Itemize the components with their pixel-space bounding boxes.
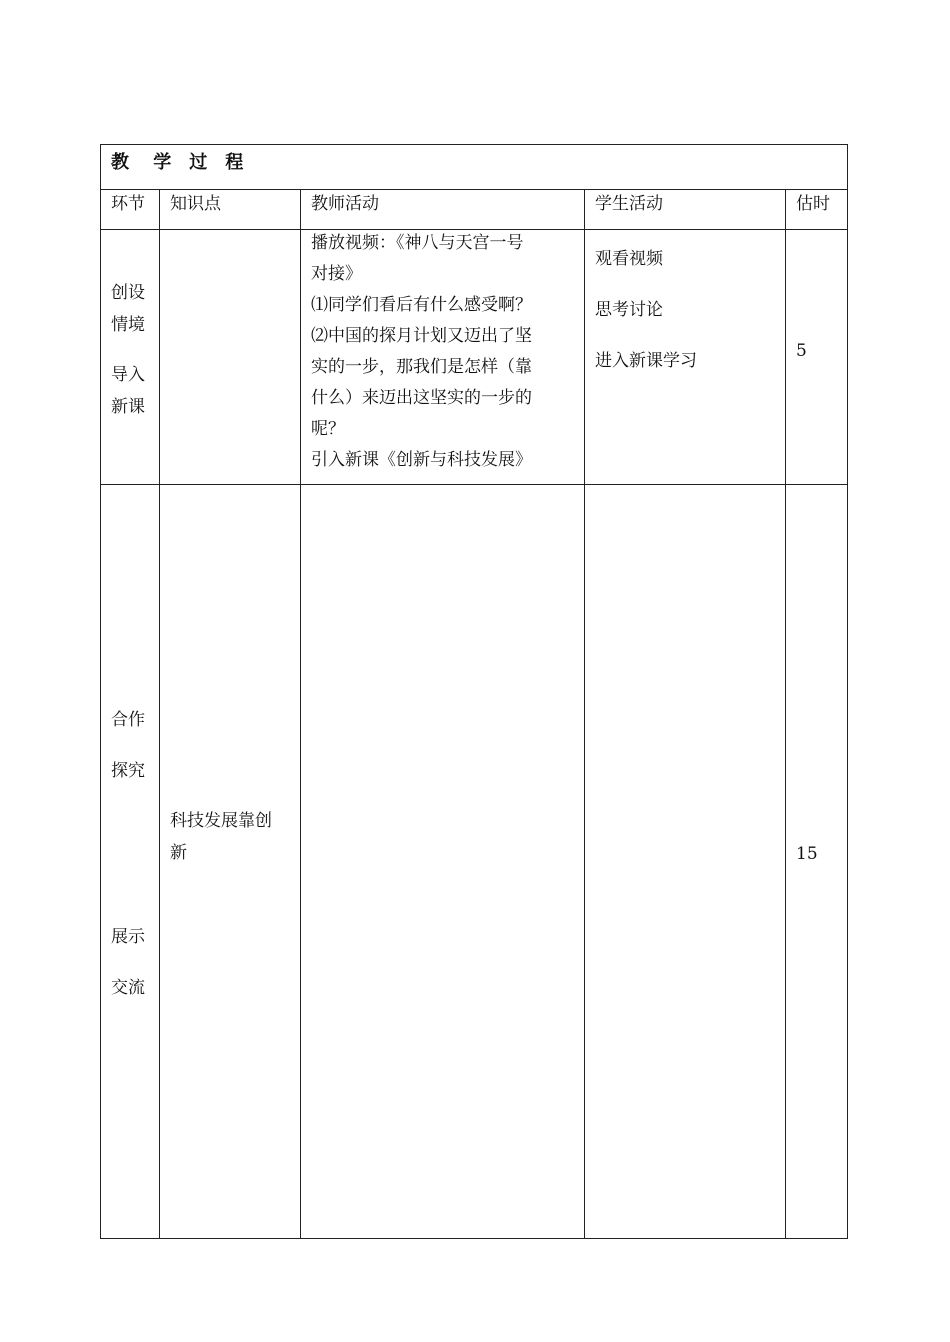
stage-line: 导入 [111, 365, 145, 385]
time-cell [786, 485, 848, 1239]
stage-line: 合作 [111, 710, 145, 730]
teacher-line: 实的一步，那我们是怎样（靠 [311, 357, 532, 377]
lesson-plan-table [100, 144, 848, 1239]
time-value: 15 [796, 844, 818, 864]
header-teacher: 教师活动 [301, 190, 585, 230]
stage-line: 情境 [111, 315, 145, 335]
header-student: 学生活动 [585, 190, 786, 230]
table-row [101, 230, 848, 485]
teacher-line: ⑵中国的探月计划又迈出了坚 [311, 326, 532, 346]
knowledge-line: 科技发展靠创 [170, 811, 272, 831]
time-cell [786, 230, 848, 485]
time-value: 5 [796, 341, 807, 361]
teacher-line: ⑴同学们看后有什么感受啊？ [311, 295, 532, 315]
student-activity-cell [585, 230, 786, 485]
student-line: 思考讨论 [595, 300, 663, 320]
teacher-line: 呢？ [311, 419, 345, 439]
stage-line: 展示 [111, 927, 145, 947]
knowledge-cell [160, 485, 301, 1239]
table-title [101, 145, 848, 190]
header-knowledge: 知识点 [160, 190, 301, 230]
lesson-plan-table-wrapper [100, 144, 847, 1239]
table-title-text: 教 学 过 程 [111, 152, 244, 173]
stage-line: 交流 [111, 978, 145, 998]
stage-cell [101, 230, 160, 485]
stage-line: 新课 [111, 397, 145, 417]
teacher-activity-cell [301, 230, 585, 485]
student-activity-cell [585, 485, 786, 1239]
teacher-line: 引入新课《创新与科技发展》 [311, 450, 532, 470]
title-row [101, 145, 848, 190]
knowledge-line: 新 [170, 843, 187, 863]
knowledge-cell [160, 230, 301, 485]
stage-line: 探究 [111, 761, 145, 781]
header-stage: 环节 [101, 190, 160, 230]
table-row [101, 485, 848, 1239]
student-line: 进入新课学习 [595, 351, 697, 371]
student-line: 观看视频 [595, 249, 663, 269]
stage-line: 创设 [111, 283, 145, 303]
teacher-line: 什么）来迈出这坚实的一步的 [311, 388, 532, 408]
header-time: 估时 [786, 190, 848, 230]
teacher-line: 对接》 [311, 264, 362, 284]
stage-cell [101, 485, 160, 1239]
teacher-line: 播放视频：《神八与天宫一号 [311, 233, 524, 253]
teacher-activity-cell [301, 485, 585, 1239]
header-row [101, 190, 848, 230]
